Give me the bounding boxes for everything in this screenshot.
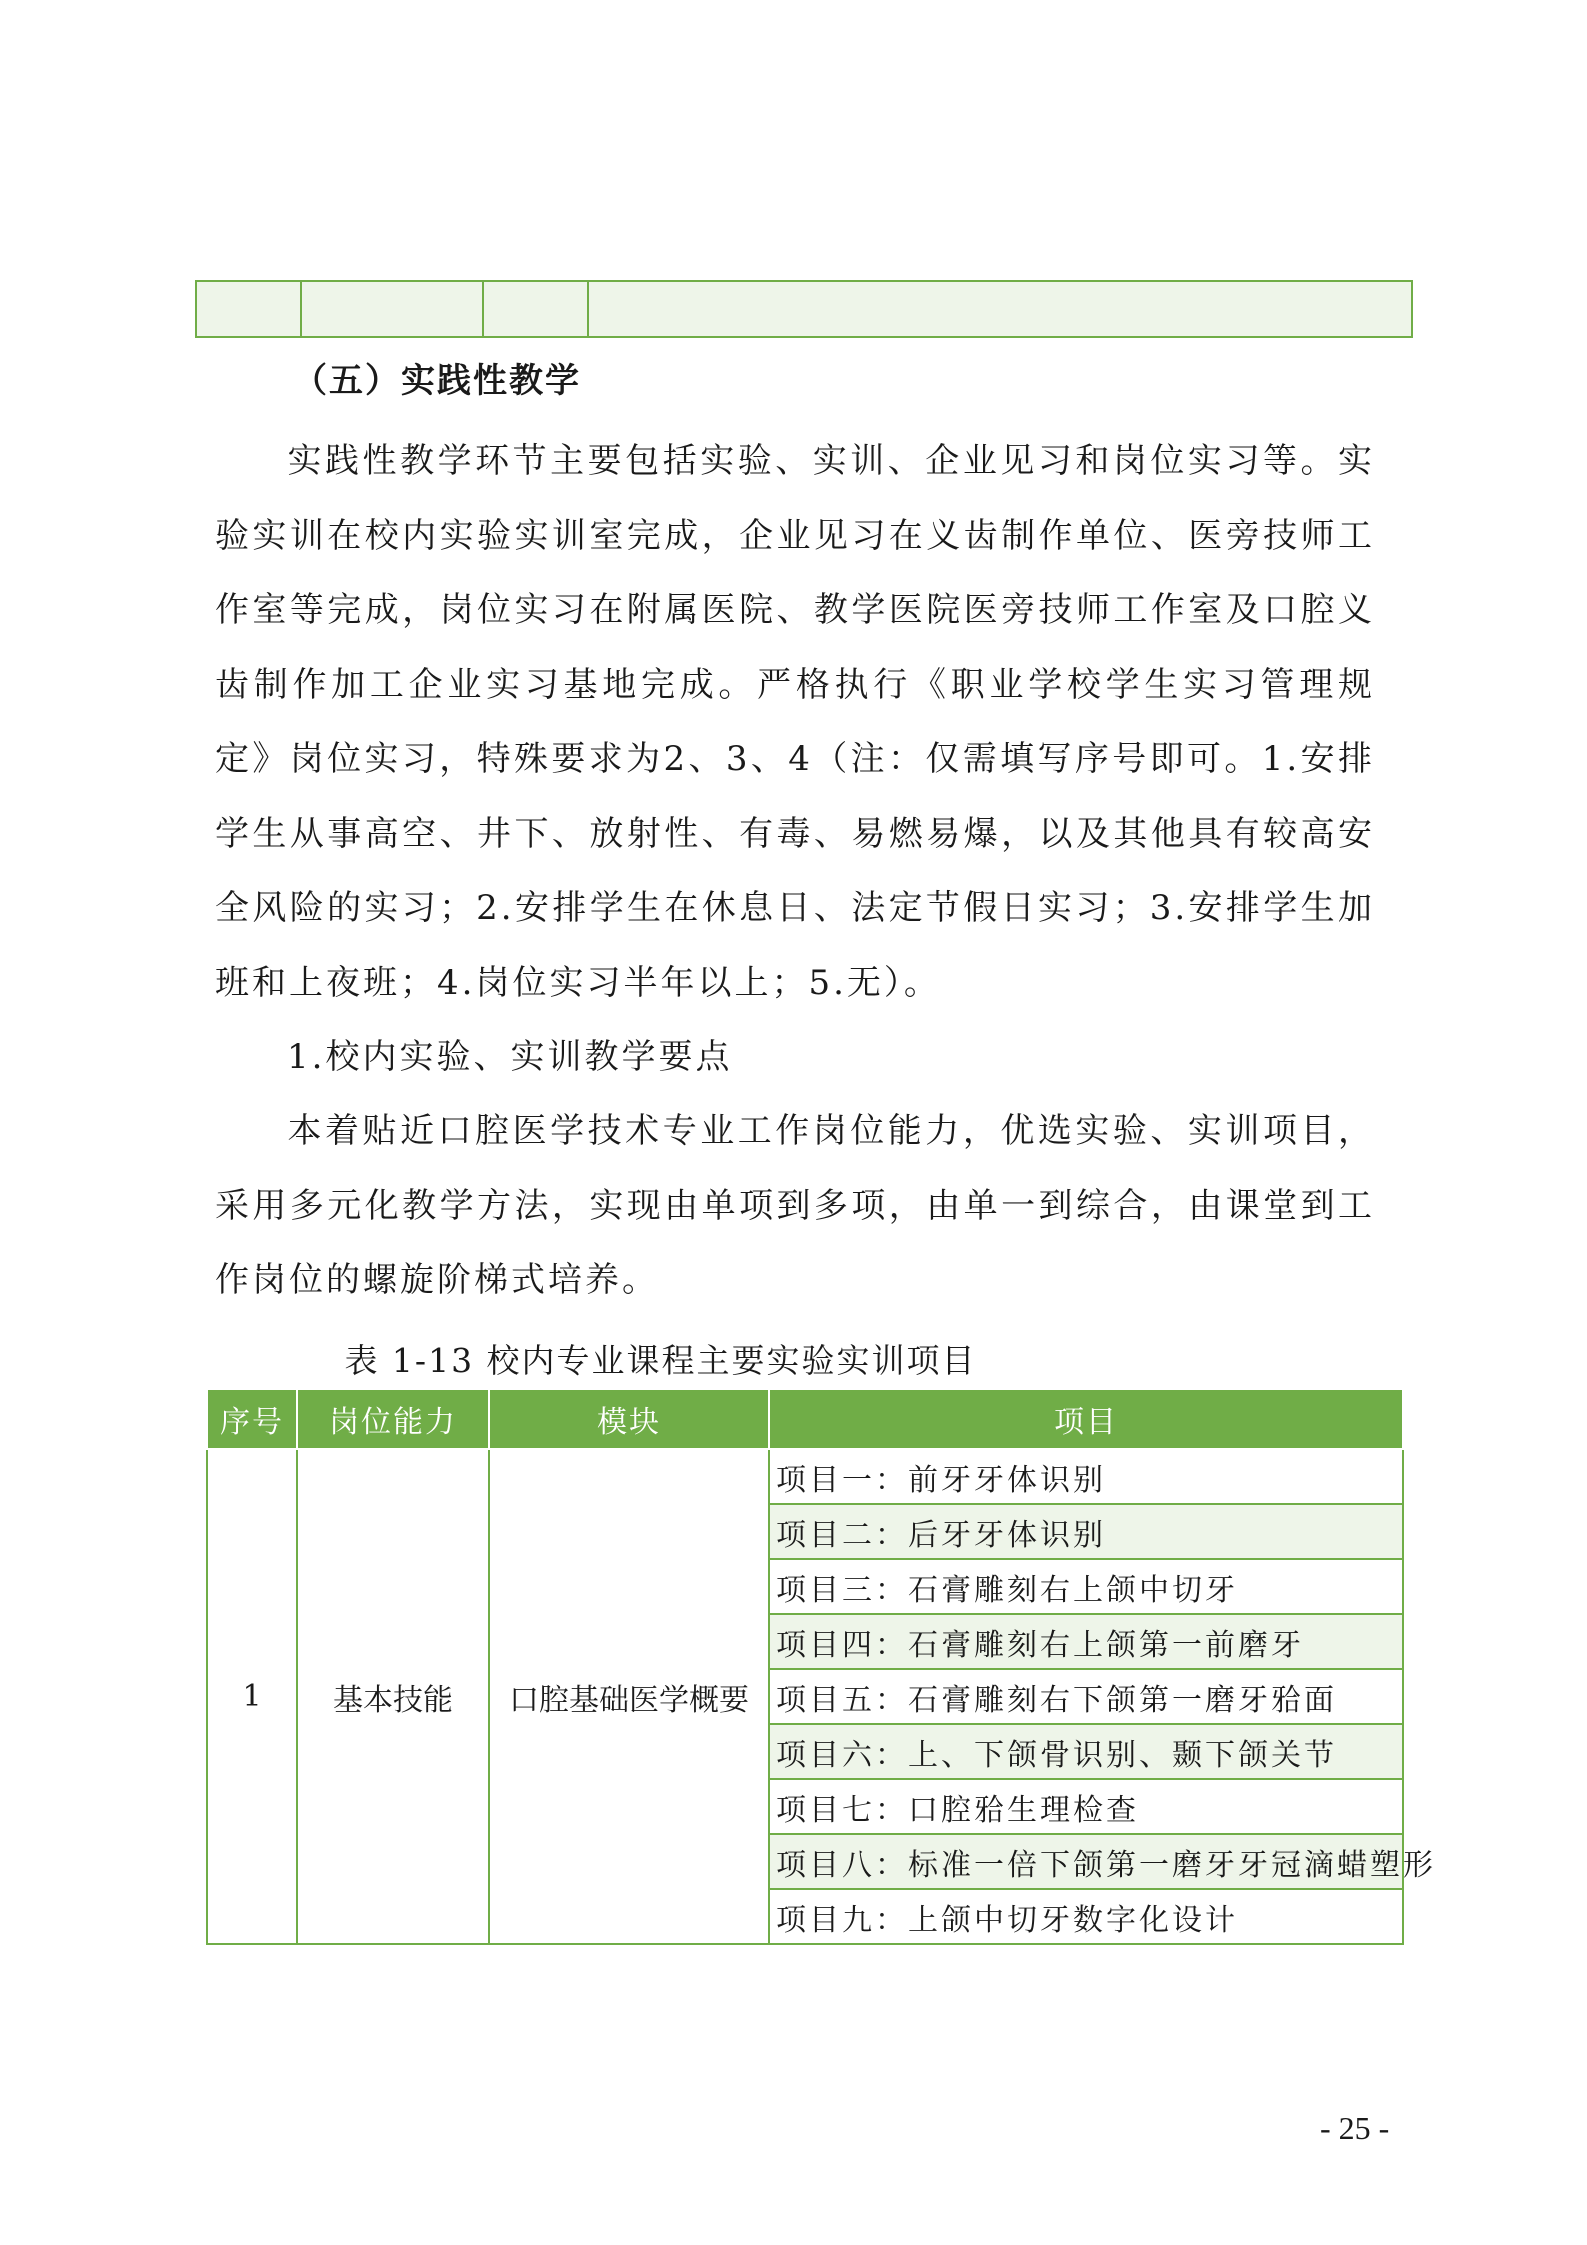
paragraph-practice [215, 424, 1375, 1020]
header-project: 项目 [769, 1389, 1403, 1449]
cell-project: 项目九：上颌中切牙数字化设计 [769, 1889, 1403, 1944]
cell-project: 项目八：标准一倍下颌第一磨牙牙冠滴蜡塑形 [769, 1834, 1403, 1889]
table-header-row [207, 1389, 1403, 1449]
header-module: 模块 [489, 1389, 769, 1449]
cell-project: 项目四：石膏雕刻右上颌第一前磨牙 [769, 1614, 1403, 1669]
header-ability: 岗位能力 [297, 1389, 489, 1449]
page-number: - 25 - [1320, 2110, 1390, 2146]
subheading-paragraph [215, 1020, 1375, 1095]
cell-project: 项目七：口腔𬌗生理检查 [769, 1779, 1403, 1834]
cell-ability: 基本技能 [297, 1449, 489, 1944]
paragraph-text: 本着贴近口腔医学技术专业工作岗位能力，优选实验、实训项目，采用多元化教学方法，实现由单项到多项，由单一到综合，由课堂到工作岗位的螺旋阶梯式培养。 [215, 1111, 1375, 1300]
cell-project: 项目三：石膏雕刻右上颌中切牙 [769, 1559, 1403, 1614]
continued-table-fragment [195, 280, 1413, 338]
training-projects-table [206, 1388, 1436, 1945]
cell-project: 项目二：后牙牙体识别 [769, 1504, 1403, 1559]
empty-cell [588, 281, 1412, 337]
paragraph-training [215, 1094, 1375, 1318]
empty-cell [483, 281, 588, 337]
cell-module: 口腔基础医学概要 [489, 1449, 769, 1944]
header-index: 序号 [207, 1389, 297, 1449]
cell-project: 项目六：上、下颌骨识别、颞下颌关节 [769, 1724, 1403, 1779]
empty-table-row [196, 281, 1412, 337]
cell-project: 项目一：前牙牙体识别 [769, 1449, 1403, 1504]
cell-project: 项目五：石膏雕刻右下颌第一磨牙𬌗面 [769, 1669, 1403, 1724]
table-caption-text: 表 1-13 校内专业课程主要实验实训项目 [344, 1341, 977, 1380]
table-caption [0, 1335, 1587, 1382]
empty-cell [301, 281, 483, 337]
empty-cell [196, 281, 301, 337]
paragraph-text: 实践性教学环节主要包括实验、实训、企业见习和岗位实习等。实验实训在校内实验实训室完成，企业见习在义齿制作单位、医旁技师工作室等完成，岗位实习在附属医院、教学医院医旁技师工作室及口腔义齿制作加工企业实习基地完成。严格执行《职业学校学生实习管理规定》岗位实习，特殊要求为2、3、4（注：仅需填写序号即可。1.安排学生从事高空、井下、放射性、有毒、易燃易爆，以及其他具有较高安全风险的实习；2.安排学生在休息日、法定节假日实习；3.安排学生加班和上夜班；4.岗位实习半年以上；5.无）。 [215, 441, 1375, 1003]
table-row [207, 1449, 1403, 1504]
cell-index: 1 [207, 1449, 297, 1944]
section-heading: （五）实践性教学 [293, 361, 581, 401]
paragraph-text: 1.校内实验、实训教学要点 [287, 1037, 733, 1077]
